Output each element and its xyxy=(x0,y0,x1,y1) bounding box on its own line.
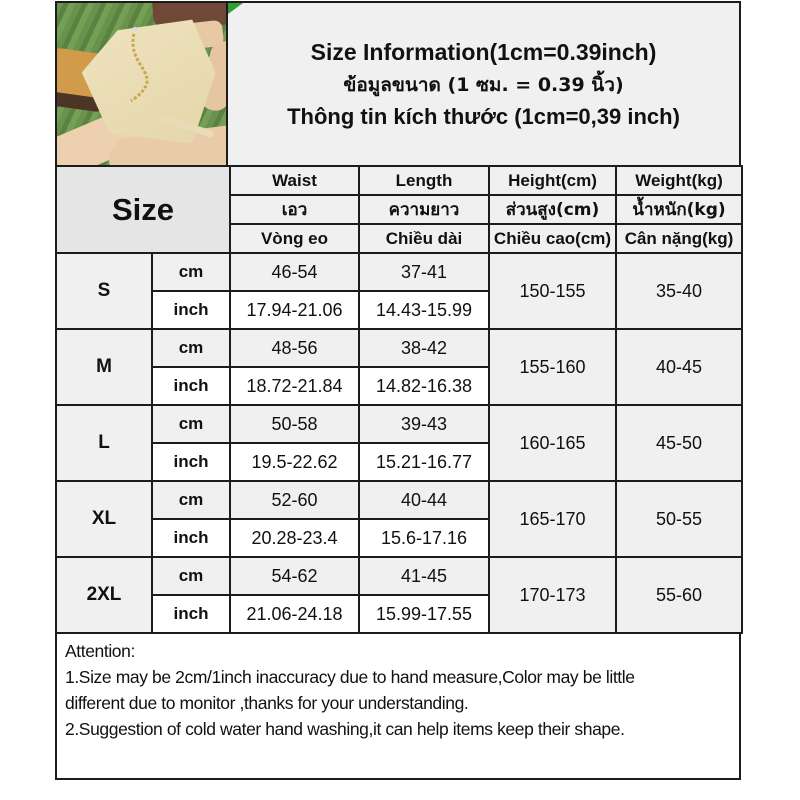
unit-cm: cm xyxy=(152,253,230,291)
size-label-xl: XL xyxy=(56,481,152,557)
size-table xyxy=(55,165,743,634)
waist-cm-value: 48-56 xyxy=(230,329,359,367)
length-inch-value: 14.43-15.99 xyxy=(359,291,489,329)
unit-cm: cm xyxy=(152,557,230,595)
table-row xyxy=(56,253,742,291)
waist-inch-value: 21.06-24.18 xyxy=(230,595,359,633)
length-cm-value: 41-45 xyxy=(359,557,489,595)
col-header-length-th: ความยาว xyxy=(359,195,489,224)
size-label-m: M xyxy=(56,329,152,405)
title-english: Size Information(1cm=0.39inch) xyxy=(310,38,657,65)
waist-inch-value: 18.72-21.84 xyxy=(230,367,359,405)
weight-value: 50-55 xyxy=(616,481,742,557)
table-row xyxy=(56,329,742,367)
waist-cm-value: 46-54 xyxy=(230,253,359,291)
waist-cm-value: 54-62 xyxy=(230,557,359,595)
photo-chain-detail xyxy=(117,27,177,107)
col-header-weight-vi: Cân nặng(kg) xyxy=(616,224,742,253)
size-label-2xl: 2XL xyxy=(56,557,152,633)
size-label-s: S xyxy=(56,253,152,329)
attention-line: 2.Suggestion of cold water hand washing,it can help items keep their shape. xyxy=(65,719,625,739)
product-photo xyxy=(57,3,228,165)
table-row xyxy=(56,557,742,595)
height-value: 150-155 xyxy=(489,253,616,329)
size-chart-sheet xyxy=(55,1,741,780)
col-header-weight-en: Weight(kg) xyxy=(616,166,742,195)
col-header-length-en: Length xyxy=(359,166,489,195)
green-corner-marker xyxy=(228,3,243,14)
header-row-english xyxy=(56,166,742,195)
table-row xyxy=(56,405,742,443)
length-inch-value: 15.6-17.16 xyxy=(359,519,489,557)
col-header-waist-th: เอว xyxy=(230,195,359,224)
unit-inch: inch xyxy=(152,291,230,329)
height-value: 170-173 xyxy=(489,557,616,633)
height-value: 160-165 xyxy=(489,405,616,481)
unit-inch: inch xyxy=(152,443,230,481)
title-thai: ข้อมูลขนาด (1 ซม. = 0.39 นิ้ว) xyxy=(343,73,624,96)
length-cm-value: 38-42 xyxy=(359,329,489,367)
weight-value: 35-40 xyxy=(616,253,742,329)
unit-inch: inch xyxy=(152,595,230,633)
attention-heading: Attention: xyxy=(65,641,135,661)
col-header-length-vi: Chiều dài xyxy=(359,224,489,253)
waist-cm-value: 50-58 xyxy=(230,405,359,443)
title-block xyxy=(228,3,739,165)
weight-value: 55-60 xyxy=(616,557,742,633)
length-cm-value: 37-41 xyxy=(359,253,489,291)
table-row xyxy=(56,481,742,519)
unit-cm: cm xyxy=(152,329,230,367)
waist-inch-value: 19.5-22.62 xyxy=(230,443,359,481)
col-header-waist-en: Waist xyxy=(230,166,359,195)
weight-value: 40-45 xyxy=(616,329,742,405)
col-header-waist-vi: Vòng eo xyxy=(230,224,359,253)
size-label-l: L xyxy=(56,405,152,481)
unit-inch: inch xyxy=(152,519,230,557)
attention-note xyxy=(55,632,741,780)
col-header-weight-th: น้ำหนัก(kg) xyxy=(616,195,742,224)
col-header-height-en: Height(cm) xyxy=(489,166,616,195)
unit-cm: cm xyxy=(152,405,230,443)
attention-line: 1.Size may be 2cm/1inch inaccuracy due to hand measure,Color may be little xyxy=(65,667,635,687)
col-header-height-th: ส่วนสูง(cm) xyxy=(489,195,616,224)
col-header-height-vi: Chiều cao(cm) xyxy=(489,224,616,253)
length-inch-value: 15.21-16.77 xyxy=(359,443,489,481)
weight-value: 45-50 xyxy=(616,405,742,481)
title-vietnamese: Thông tin kích thước (1cm=0,39 inch) xyxy=(287,103,680,129)
height-value: 155-160 xyxy=(489,329,616,405)
length-cm-value: 39-43 xyxy=(359,405,489,443)
attention-line: different due to monitor ,thanks for your understanding. xyxy=(65,693,469,713)
length-inch-value: 15.99-17.55 xyxy=(359,595,489,633)
height-value: 165-170 xyxy=(489,481,616,557)
header-section xyxy=(55,1,741,167)
size-header-cell: Size xyxy=(56,166,230,253)
waist-inch-value: 17.94-21.06 xyxy=(230,291,359,329)
length-cm-value: 40-44 xyxy=(359,481,489,519)
unit-cm: cm xyxy=(152,481,230,519)
waist-cm-value: 52-60 xyxy=(230,481,359,519)
length-inch-value: 14.82-16.38 xyxy=(359,367,489,405)
waist-inch-value: 20.28-23.4 xyxy=(230,519,359,557)
unit-inch: inch xyxy=(152,367,230,405)
